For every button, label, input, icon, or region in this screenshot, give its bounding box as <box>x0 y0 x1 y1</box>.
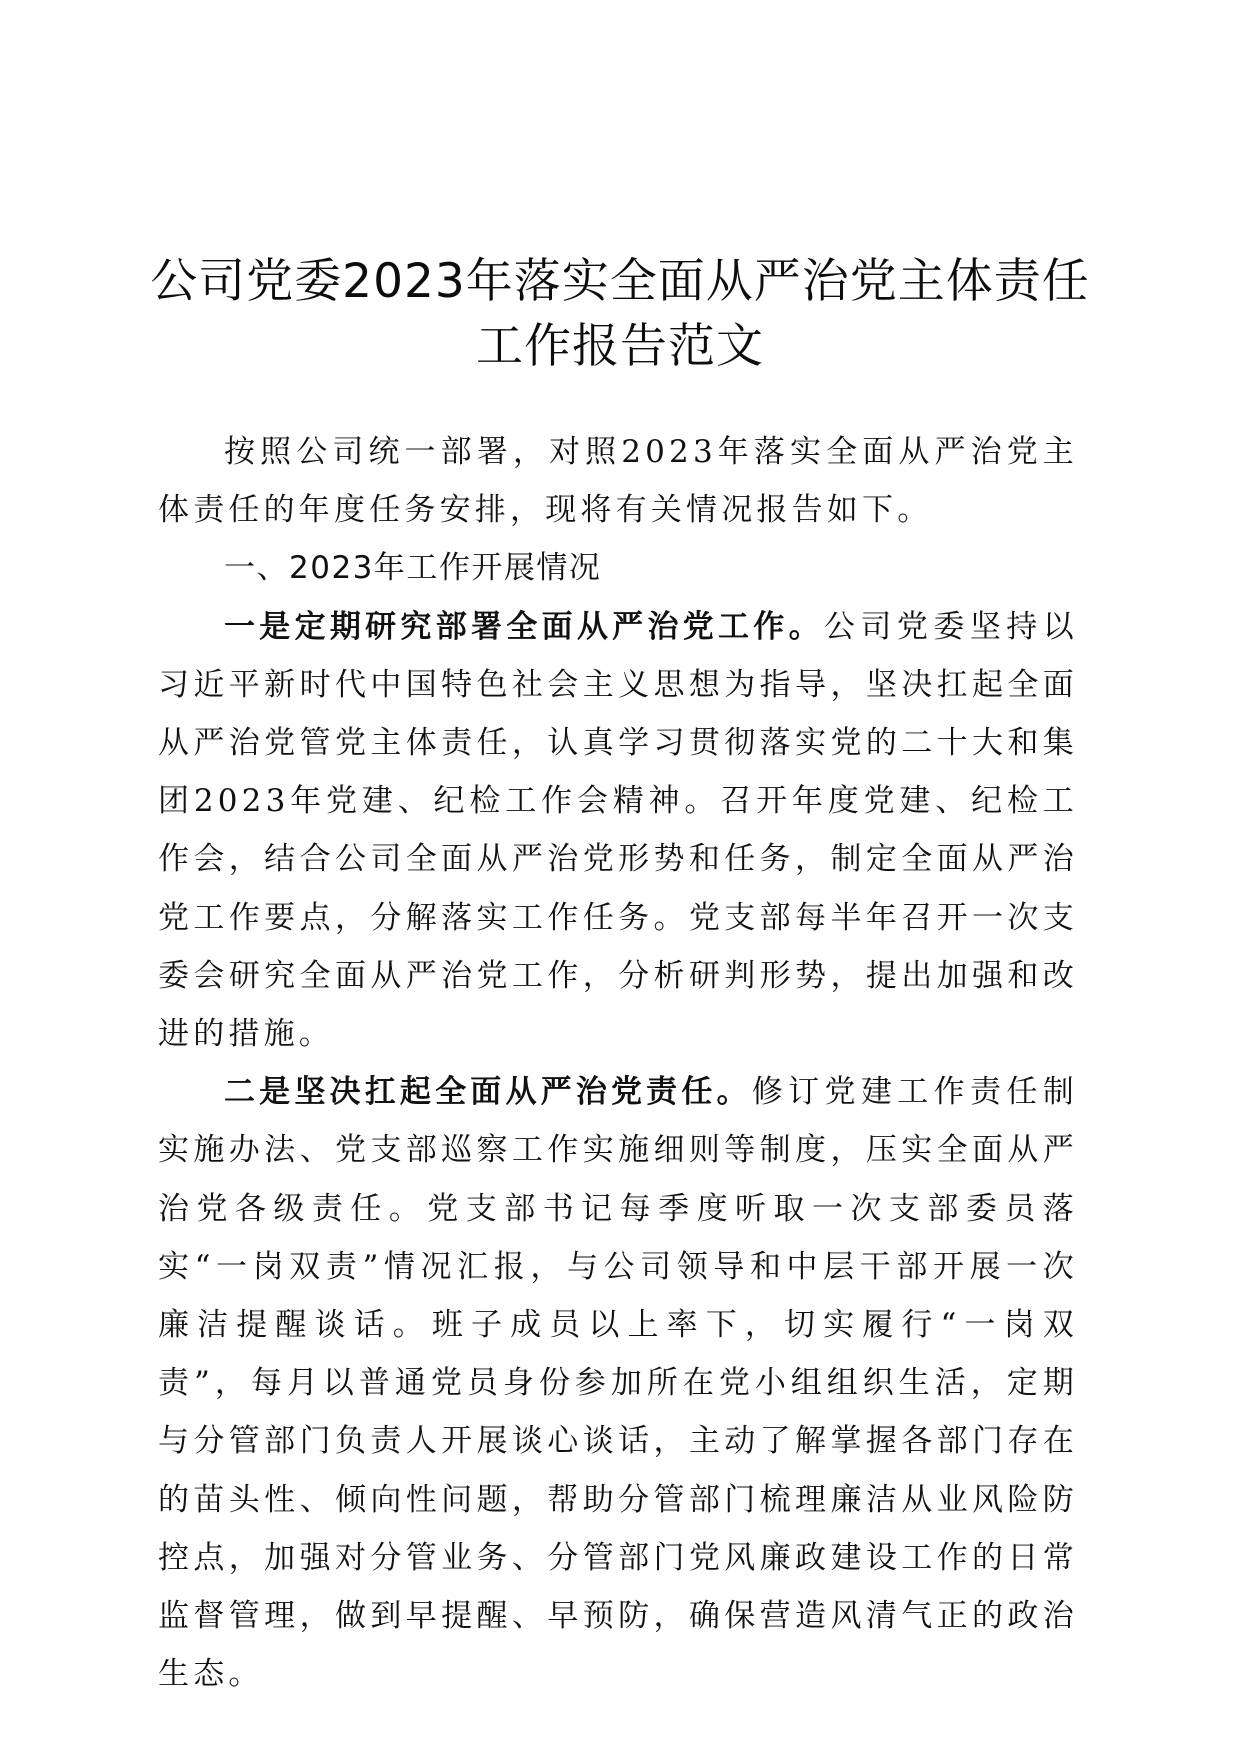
document-body <box>158 423 1078 1703</box>
section-1-heading: 一、2023年工作开展情况 <box>224 550 602 587</box>
item-1-paragraph <box>158 598 1078 1064</box>
item-1-body: 公司党委坚持以习近平新时代中国特色社会主义思想为指导，坚决扛起全面从严治党管党主体责任，认真学习贯彻落实党的二十大和集团2023年党建、纪检工作会精神。召开年度党建、纪检工作会，结合公司全面从严治党形势和任务，制定全面从严治党工作要点，分解落实工作任务。党支部每半年召开一次支委会研究全面从严治党工作，分析研判形势，提出加强和改进的措施。 <box>158 608 1078 1053</box>
document-title-line-2: 工作报告范文 <box>476 319 764 374</box>
item-2-lead: 二是坚决扛起全面从严治党责任。 <box>224 1074 752 1111</box>
item-1-lead: 一是定期研究部署全面从严治党工作。 <box>224 608 824 645</box>
intro-paragraph: 按照公司统一部署，对照2023年落实全面从严治党主体责任的年度任务安排，现将有关情况报告如下。 <box>158 434 1078 529</box>
item-2-paragraph <box>158 1063 1078 1703</box>
item-2-body: 修订党建工作责任制实施办法、党支部巡察工作实施细则等制度，压实全面从严治党各级责任。党支部书记每季度听取一次支部委员落实“一岗双责”情况汇报，与公司领导和中层干部开展一次廉洁提醒谈话。班子成员以上率下，切实履行“一岗双责”，每月以普通党员身份参加所在党小组组织生活，定期与分管部门负责人开展谈心谈话，主动了解掌握各部门存在的苗头性、倾向性问题，帮助分管部门梳理廉洁从业风险防控点，加强对分管业务、分管部门党风廉政建设工作的日常监督管理，做到早提醒、早预防，确保营造风清气正的政治生态。 <box>158 1074 1078 1693</box>
document-title-line-1: 公司党委2023年落实全面从严治党主体责任 <box>150 254 1090 309</box>
